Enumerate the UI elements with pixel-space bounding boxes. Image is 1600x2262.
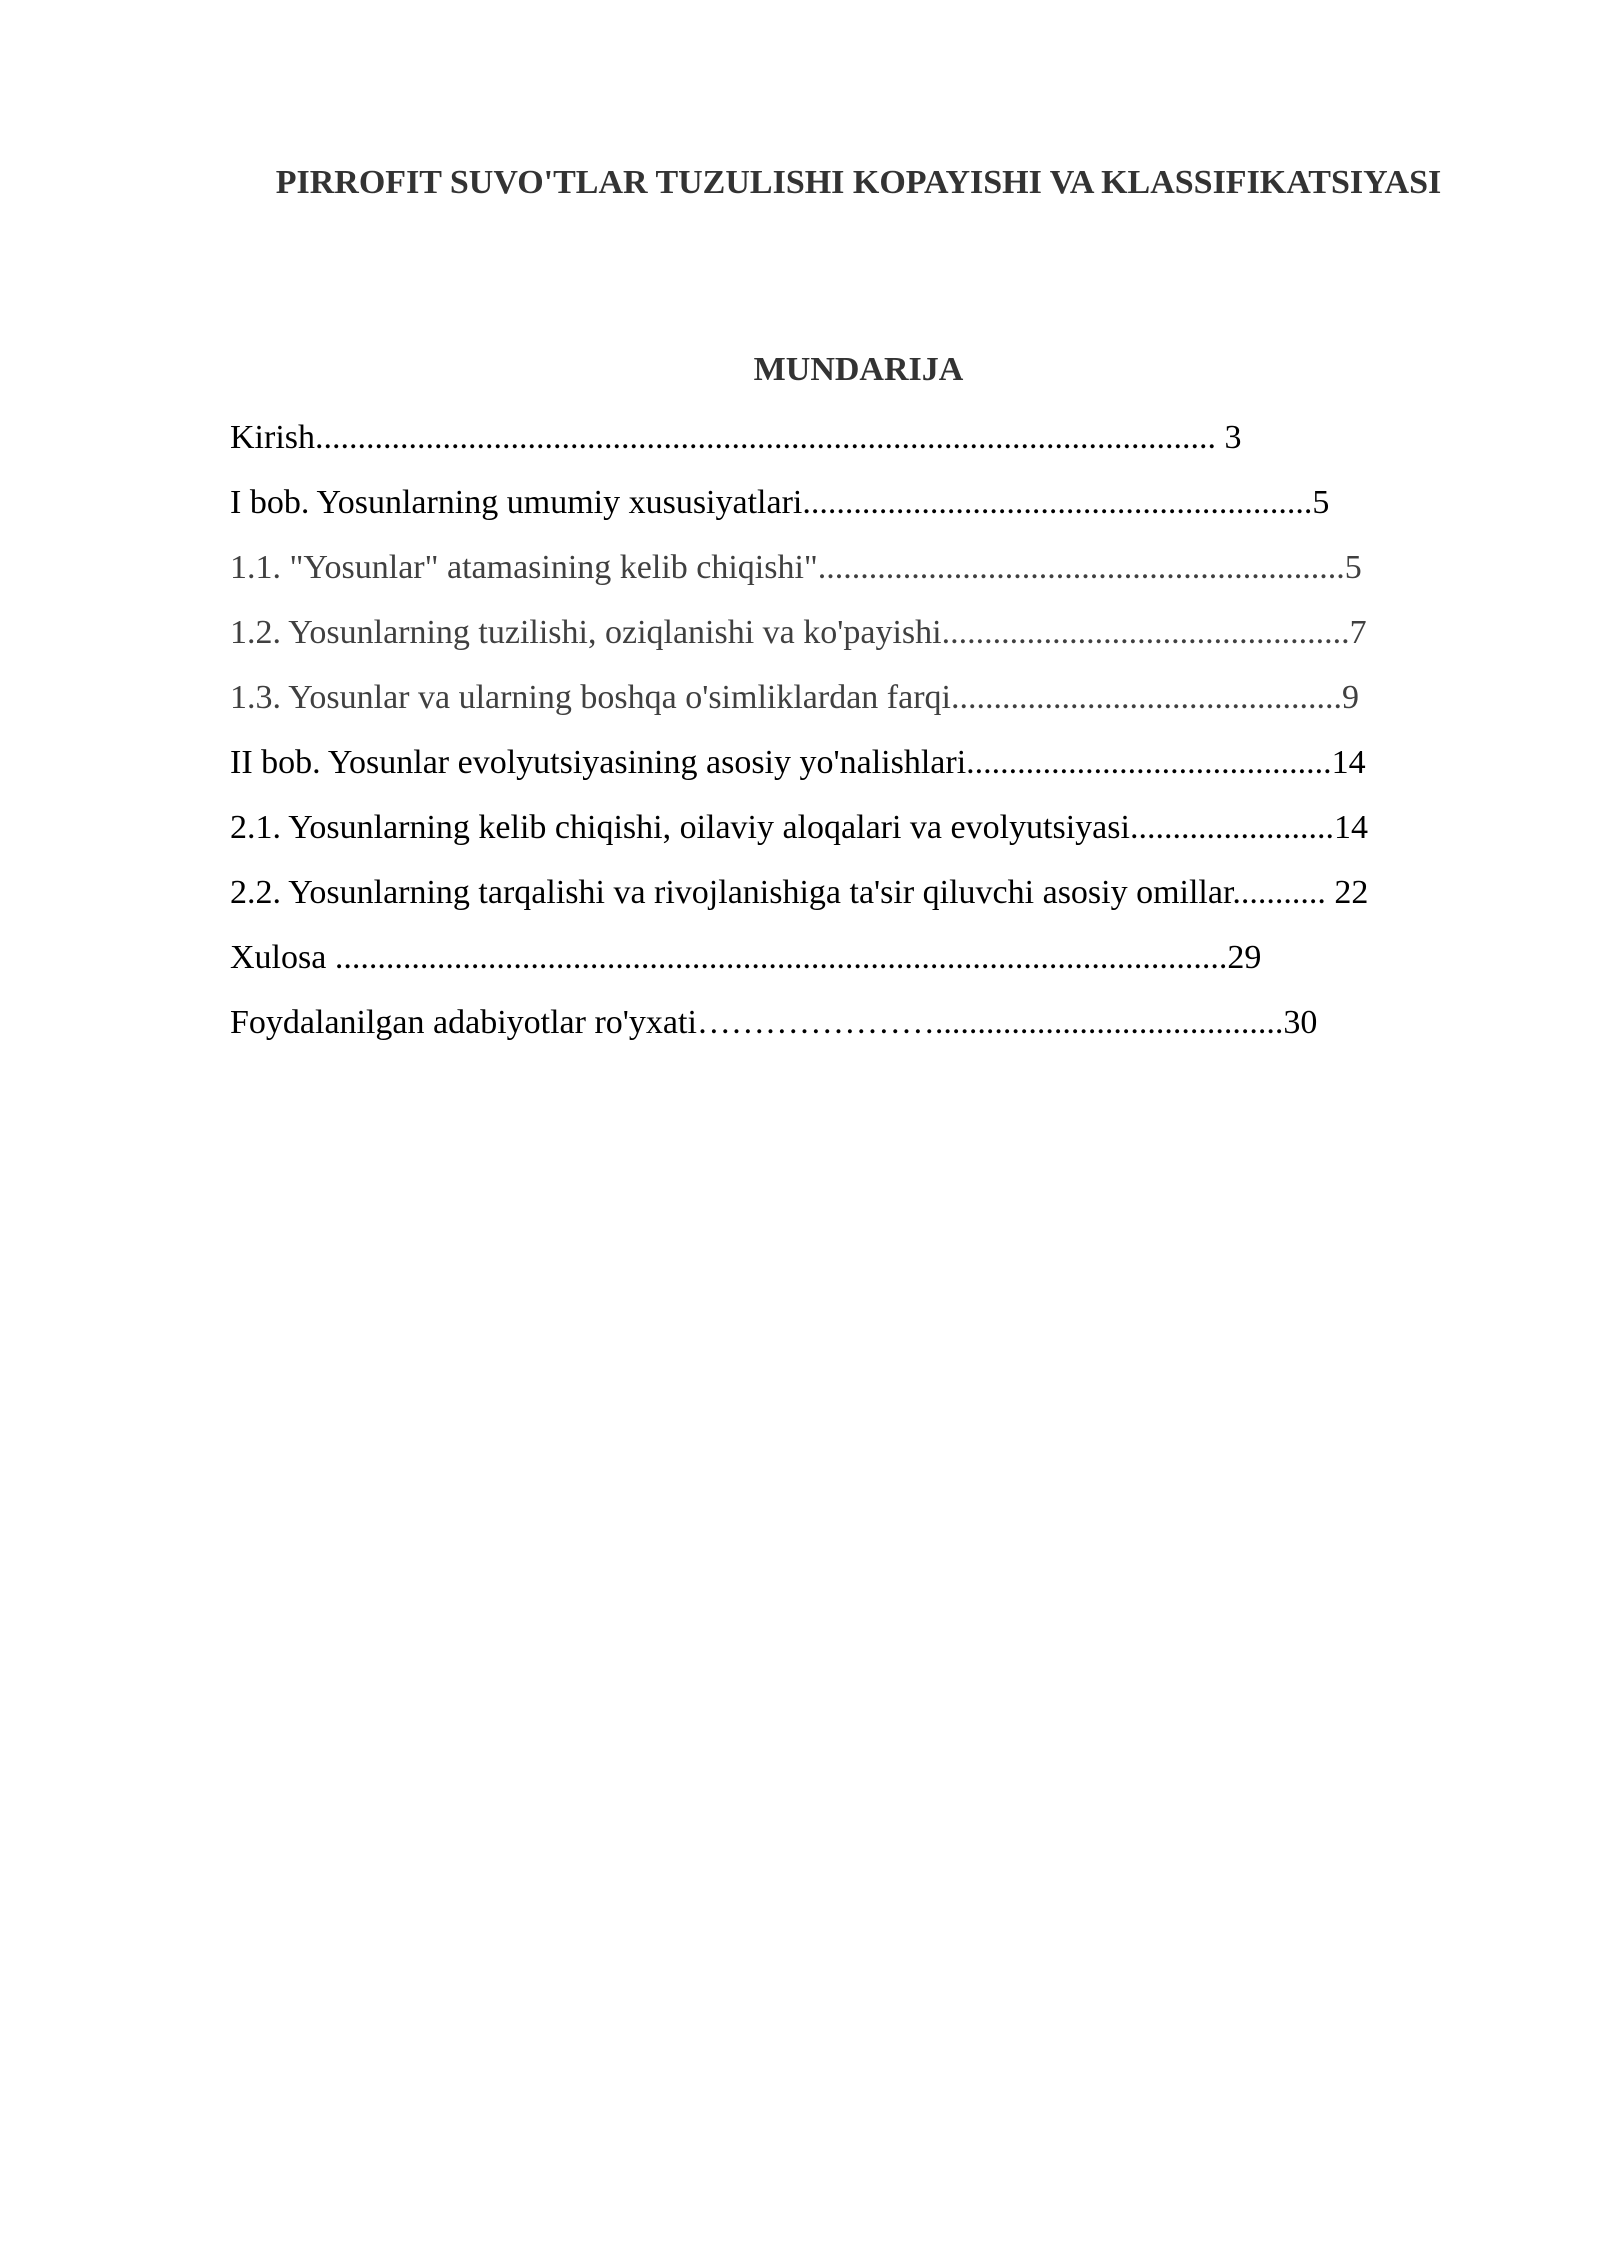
toc-entry-kirish: Kirish.......................................................................................................... 3 bbox=[230, 419, 1242, 456]
toc-entry-references: Foydalanilgan adabiyotlar ro'yxati………………….........................................30 bbox=[230, 1004, 1318, 1041]
toc-entry-chapter-1: I bob. Yosunlarning umumiy xususiyatlari............................................................5 bbox=[230, 484, 1330, 521]
toc-entry-xulosa: Xulosa .........................................................................................................29 bbox=[230, 939, 1262, 976]
toc-heading: MUNDARIJA bbox=[753, 351, 964, 388]
toc-entry-2-1: 2.1. Yosunlarning kelib chiqishi, oilaviy aloqalari va evolyutsiyasi........................14 bbox=[230, 809, 1368, 846]
toc-entry-2-2: 2.2. Yosunlarning tarqalishi va rivojlanishiga ta'sir qiluvchi asosiy omillar........... 22 bbox=[230, 874, 1369, 911]
toc-entry-1-3: 1.3. Yosunlar va ularning boshqa o'simliklardan farqi..............................................9 bbox=[230, 679, 1359, 716]
document-title: PIRROFIT SUVO'TLAR TUZULISHI KOPAYISHI VA KLASSIFIKATSIYASI bbox=[275, 164, 1442, 201]
toc-entry-1-2: 1.2. Yosunlarning tuzilishi, oziqlanishi va ko'payishi................................................7 bbox=[230, 614, 1367, 651]
table-of-contents bbox=[230, 405, 1487, 1055]
toc-entry-1-1: 1.1. "Yosunlar" atamasining kelib chiqishi"..............................................................5 bbox=[230, 549, 1362, 586]
toc-entry-chapter-2: II bob. Yosunlar evolyutsiyasining asosiy yo'nalishlari...........................................14 bbox=[230, 744, 1366, 781]
